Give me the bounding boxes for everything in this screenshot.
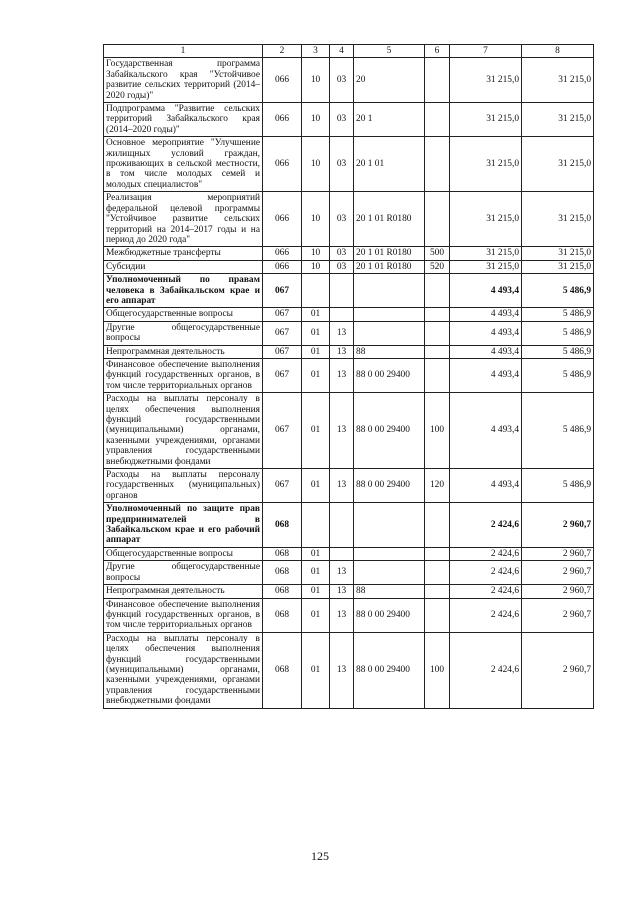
name-cell: Расходы на выплаты персоналу в целях обеспечения выполнения функций государственными (муниципальными) органами, казенными учреждениями, органами управления государственными внебюджетными фондами: [104, 393, 263, 469]
subsection-cell: 03: [330, 103, 354, 137]
name-cell: Другие общегосударственные вопросы: [104, 561, 263, 585]
amount-year1-cell: 31 215,0: [450, 58, 522, 103]
section-cell: 01: [302, 585, 330, 598]
section-cell: 10: [302, 137, 330, 192]
amount-year2-cell: 31 215,0: [522, 137, 594, 192]
amount-year2-cell: 5 486,9: [522, 321, 594, 345]
expense-type-cell: 100: [425, 632, 450, 708]
header-cell-4: 4: [330, 45, 354, 58]
expense-type-cell: [425, 321, 450, 345]
section-cell: 01: [302, 547, 330, 560]
subsection-cell: 13: [330, 358, 354, 392]
name-cell: Другие общегосударственные вопросы: [104, 321, 263, 345]
expense-type-cell: [425, 358, 450, 392]
amount-year2-cell: 5 486,9: [522, 469, 594, 503]
subsection-cell: 13: [330, 393, 354, 469]
subsection-cell: 03: [330, 247, 354, 260]
name-cell: Основное мероприятие "Улучшение жилищных условий граждан, проживающих в сельской местности, в том числе молодых семей и молодых специалистов": [104, 137, 263, 192]
admin-code-cell: 067: [263, 308, 302, 321]
expense-type-cell: [425, 345, 450, 358]
amount-year2-cell: 2 960,7: [522, 547, 594, 560]
expense-type-cell: [425, 561, 450, 585]
header-cell-6: 6: [425, 45, 450, 58]
expense-type-cell: 500: [425, 247, 450, 260]
name-cell: Реализация мероприятий федеральной целевой программы "Устойчивое развитие сельских территорий на 2014–2017 годы и на период до 2020 года": [104, 192, 263, 247]
subsection-cell: 13: [330, 585, 354, 598]
admin-code-cell: 066: [263, 192, 302, 247]
amount-year2-cell: 5 486,9: [522, 308, 594, 321]
target-article-cell: [354, 561, 425, 585]
header-cell-1: 1: [104, 45, 263, 58]
expense-type-cell: [425, 598, 450, 632]
name-cell: Межбюджетные трансферты: [104, 247, 263, 260]
section-cell: 01: [302, 561, 330, 585]
section-cell: 01: [302, 632, 330, 708]
admin-code-cell: 067: [263, 393, 302, 469]
table-row: [104, 345, 594, 358]
target-article-cell: 20 1 01 R0180: [354, 192, 425, 247]
target-article-cell: [354, 308, 425, 321]
page-number: 125: [311, 849, 329, 863]
header-cell-2: 2: [263, 45, 302, 58]
section-cell: 01: [302, 358, 330, 392]
section-cell: 10: [302, 260, 330, 273]
target-article-cell: 88: [354, 345, 425, 358]
amount-year2-cell: 2 960,7: [522, 585, 594, 598]
section-cell: 10: [302, 192, 330, 247]
name-cell: Финансовое обеспечение выполнения функций государственных органов, в том числе территориальных органов: [104, 598, 263, 632]
admin-code-cell: 068: [263, 561, 302, 585]
admin-code-cell: 066: [263, 103, 302, 137]
table-row: [104, 547, 594, 560]
section-cell: 01: [302, 308, 330, 321]
table-row: [104, 274, 594, 308]
subsection-cell: [330, 547, 354, 560]
target-article-cell: 88 0 00 29400: [354, 393, 425, 469]
table-row: [104, 585, 594, 598]
amount-year1-cell: 2 424,6: [450, 598, 522, 632]
admin-code-cell: 066: [263, 137, 302, 192]
table-row: [104, 321, 594, 345]
table-row: [104, 260, 594, 273]
target-article-cell: [354, 274, 425, 308]
name-cell: Расходы на выплаты персоналу государственных (муниципальных) органов: [104, 469, 263, 503]
name-cell: Субсидии: [104, 260, 263, 273]
name-cell: Подпрограмма "Развитие сельских территорий Забайкальского края (2014–2020 годы)": [104, 103, 263, 137]
target-article-cell: 88 0 00 29400: [354, 358, 425, 392]
header-row: [104, 45, 594, 58]
name-cell: Уполномоченный по защите прав предпринимателей в Забайкальском крае и его рабочий аппарат: [104, 503, 263, 548]
amount-year2-cell: 2 960,7: [522, 598, 594, 632]
section-cell: 10: [302, 58, 330, 103]
name-cell: Государственная программа Забайкальского края "Устойчивое развитие сельских территорий (2014–2020 годы)": [104, 58, 263, 103]
amount-year2-cell: 5 486,9: [522, 393, 594, 469]
table-body: [104, 45, 594, 709]
table-row: [104, 308, 594, 321]
target-article-cell: [354, 321, 425, 345]
name-cell: Непрограммная деятельность: [104, 585, 263, 598]
header-cell-5: 5: [354, 45, 425, 58]
subsection-cell: [330, 308, 354, 321]
subsection-cell: 13: [330, 561, 354, 585]
target-article-cell: 88 0 00 29400: [354, 469, 425, 503]
target-article-cell: [354, 503, 425, 548]
amount-year2-cell: 5 486,9: [522, 274, 594, 308]
amount-year2-cell: 31 215,0: [522, 260, 594, 273]
amount-year1-cell: 4 493,4: [450, 308, 522, 321]
amount-year1-cell: 4 493,4: [450, 469, 522, 503]
amount-year2-cell: 31 215,0: [522, 247, 594, 260]
amount-year1-cell: 2 424,6: [450, 585, 522, 598]
budget-table: [103, 44, 594, 709]
amount-year1-cell: 2 424,6: [450, 547, 522, 560]
expense-type-cell: [425, 137, 450, 192]
expense-type-cell: [425, 585, 450, 598]
expense-type-cell: [425, 503, 450, 548]
admin-code-cell: 067: [263, 358, 302, 392]
section-cell: 10: [302, 103, 330, 137]
name-cell: Финансовое обеспечение выполнения функций государственных органов, в том числе территориальных органов: [104, 358, 263, 392]
section-cell: 10: [302, 247, 330, 260]
amount-year1-cell: 4 493,4: [450, 321, 522, 345]
subsection-cell: [330, 274, 354, 308]
table-row: [104, 358, 594, 392]
amount-year1-cell: 4 493,4: [450, 345, 522, 358]
amount-year2-cell: 2 960,7: [522, 632, 594, 708]
subsection-cell: 13: [330, 632, 354, 708]
target-article-cell: 88 0 00 29400: [354, 598, 425, 632]
name-cell: Общегосударственные вопросы: [104, 547, 263, 560]
target-article-cell: 20 1 01: [354, 137, 425, 192]
admin-code-cell: 068: [263, 547, 302, 560]
expense-type-cell: [425, 192, 450, 247]
table-row: [104, 103, 594, 137]
table-row: [104, 598, 594, 632]
amount-year2-cell: 31 215,0: [522, 192, 594, 247]
name-cell: Уполномоченный по правам человека в Забайкальском крае и его аппарат: [104, 274, 263, 308]
section-cell: 01: [302, 393, 330, 469]
amount-year1-cell: 4 493,4: [450, 358, 522, 392]
subsection-cell: 13: [330, 345, 354, 358]
subsection-cell: 03: [330, 58, 354, 103]
amount-year1-cell: 4 493,4: [450, 274, 522, 308]
amount-year1-cell: 4 493,4: [450, 393, 522, 469]
subsection-cell: 13: [330, 321, 354, 345]
admin-code-cell: 068: [263, 585, 302, 598]
subsection-cell: [330, 503, 354, 548]
target-article-cell: 88 0 00 29400: [354, 632, 425, 708]
admin-code-cell: 068: [263, 503, 302, 548]
admin-code-cell: 066: [263, 247, 302, 260]
section-cell: [302, 274, 330, 308]
table-row: [104, 393, 594, 469]
target-article-cell: 88: [354, 585, 425, 598]
section-cell: [302, 503, 330, 548]
amount-year2-cell: 5 486,9: [522, 358, 594, 392]
amount-year1-cell: 2 424,6: [450, 632, 522, 708]
expense-type-cell: [425, 274, 450, 308]
target-article-cell: 20: [354, 58, 425, 103]
header-cell-3: 3: [302, 45, 330, 58]
amount-year1-cell: 2 424,6: [450, 561, 522, 585]
section-cell: 01: [302, 345, 330, 358]
expense-type-cell: 100: [425, 393, 450, 469]
target-article-cell: 20 1 01 R0180: [354, 260, 425, 273]
name-cell: Расходы на выплаты персоналу в целях обеспечения выполнения функций государственными (муниципальными) органами, казенными учреждениями, органами управления государственными внебюджетными фондами: [104, 632, 263, 708]
expense-type-cell: [425, 308, 450, 321]
admin-code-cell: 067: [263, 345, 302, 358]
table-row: [104, 503, 594, 548]
table-row: [104, 561, 594, 585]
section-cell: 01: [302, 469, 330, 503]
subsection-cell: 13: [330, 469, 354, 503]
table-row: [104, 632, 594, 708]
target-article-cell: 20 1 01 R0180: [354, 247, 425, 260]
target-article-cell: [354, 547, 425, 560]
subsection-cell: 13: [330, 598, 354, 632]
admin-code-cell: 067: [263, 469, 302, 503]
table-row: [104, 137, 594, 192]
name-cell: Непрограммная деятельность: [104, 345, 263, 358]
amount-year2-cell: 31 215,0: [522, 103, 594, 137]
amount-year1-cell: 31 215,0: [450, 192, 522, 247]
amount-year2-cell: 5 486,9: [522, 345, 594, 358]
header-cell-8: 8: [522, 45, 594, 58]
admin-code-cell: 066: [263, 260, 302, 273]
target-article-cell: 20 1: [354, 103, 425, 137]
admin-code-cell: 068: [263, 632, 302, 708]
subsection-cell: 03: [330, 192, 354, 247]
table-row: [104, 247, 594, 260]
admin-code-cell: 068: [263, 598, 302, 632]
expense-type-cell: [425, 547, 450, 560]
table-row: [104, 469, 594, 503]
subsection-cell: 03: [330, 260, 354, 273]
table-row: [104, 192, 594, 247]
expense-type-cell: 520: [425, 260, 450, 273]
amount-year2-cell: 2 960,7: [522, 561, 594, 585]
admin-code-cell: 067: [263, 321, 302, 345]
amount-year1-cell: 2 424,6: [450, 503, 522, 548]
amount-year1-cell: 31 215,0: [450, 247, 522, 260]
section-cell: 01: [302, 598, 330, 632]
expense-type-cell: [425, 103, 450, 137]
name-cell: Общегосударственные вопросы: [104, 308, 263, 321]
amount-year2-cell: 2 960,7: [522, 503, 594, 548]
amount-year1-cell: 31 215,0: [450, 137, 522, 192]
amount-year1-cell: 31 215,0: [450, 103, 522, 137]
expense-type-cell: 120: [425, 469, 450, 503]
amount-year1-cell: 31 215,0: [450, 260, 522, 273]
subsection-cell: 03: [330, 137, 354, 192]
section-cell: 01: [302, 321, 330, 345]
table-row: [104, 58, 594, 103]
expense-type-cell: [425, 58, 450, 103]
header-cell-7: 7: [450, 45, 522, 58]
admin-code-cell: 067: [263, 274, 302, 308]
amount-year2-cell: 31 215,0: [522, 58, 594, 103]
admin-code-cell: 066: [263, 58, 302, 103]
